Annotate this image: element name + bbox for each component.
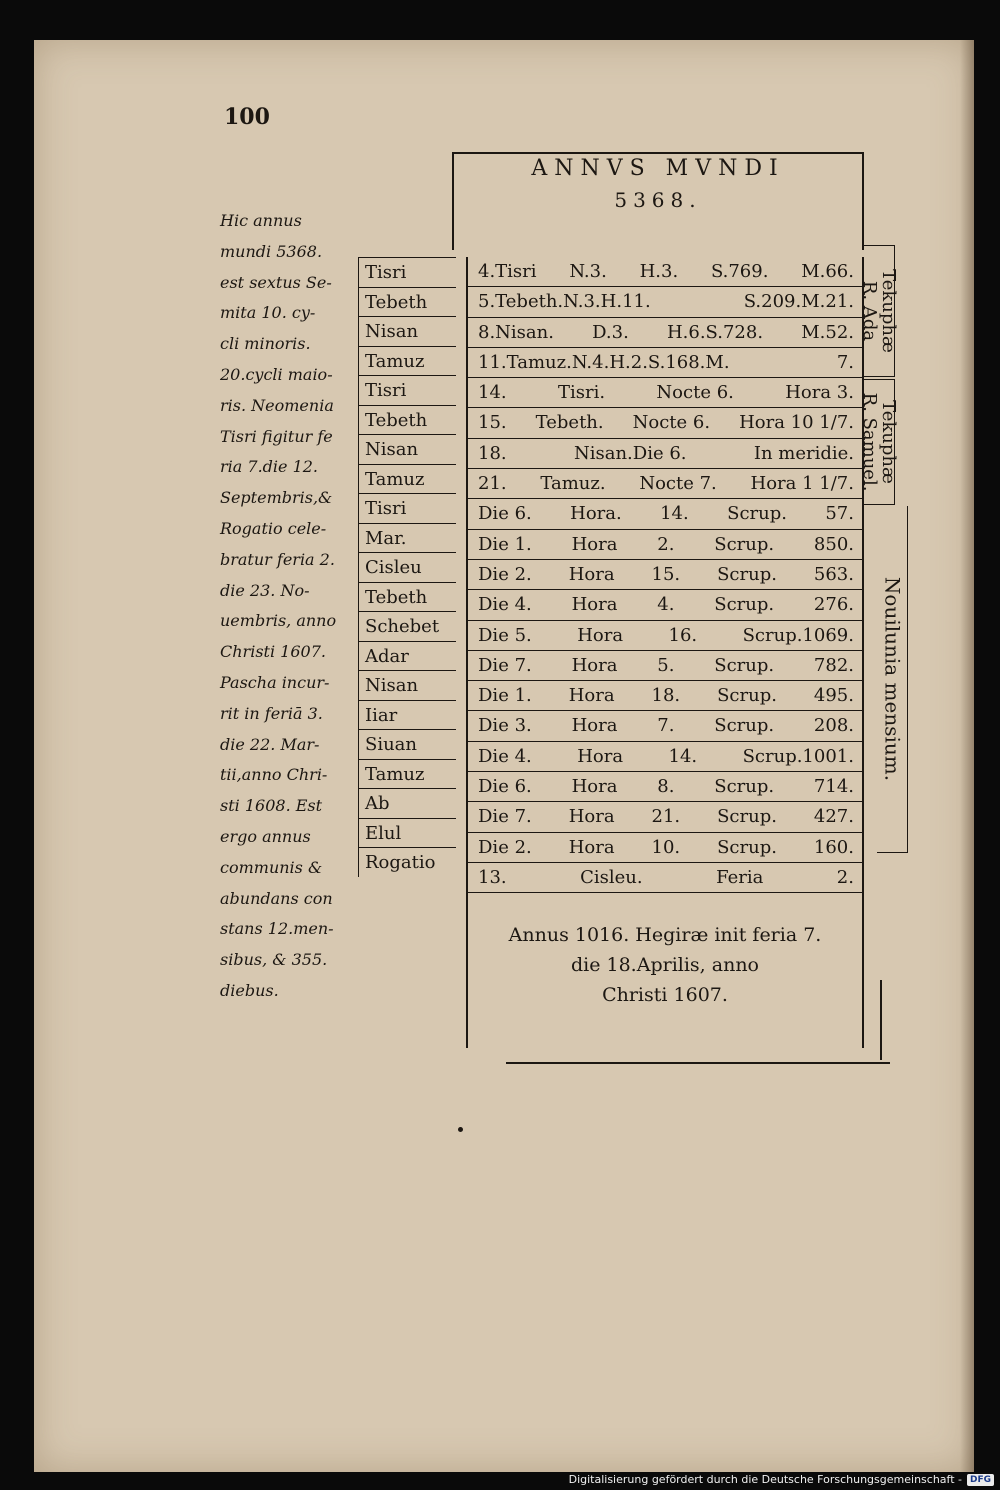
table-cell: 5. — [657, 654, 675, 676]
table-cell: Nocte 6. — [632, 412, 711, 434]
table-cell: Scrup. — [717, 806, 777, 828]
table-row — [468, 408, 862, 438]
table-cell: Die 5. — [478, 624, 532, 646]
margin-note-line: ria 7.die 12. — [220, 457, 319, 477]
table-cell: Die 1. — [478, 685, 532, 707]
table-cell: Nocte 7. — [639, 473, 717, 495]
table-cell: H.3. — [639, 261, 679, 282]
table-cell: 21. — [651, 806, 681, 828]
table-row — [468, 530, 862, 560]
table-cell: Die 7. — [478, 806, 532, 828]
table-cell: Hora 3. — [785, 382, 854, 404]
hegira-note — [468, 920, 862, 1010]
margin-note-line: sti 1608. Est — [220, 796, 323, 816]
table-row — [468, 772, 862, 802]
table-cell: 4.Tisri — [478, 261, 537, 282]
table-cell: Hora. — [570, 503, 622, 525]
table-cell: 850. — [813, 533, 854, 555]
margin-note-line: Rogatio cele- — [220, 518, 327, 538]
table-cell: Scrup. — [714, 533, 775, 555]
margin-note-line: mundi 5368. — [220, 241, 323, 261]
table-cell: Hora — [571, 594, 618, 616]
table-cell: Hora — [571, 654, 618, 676]
table-cell: 160. — [813, 836, 854, 858]
table-cell: Cisleu. — [580, 866, 643, 888]
margin-note-line: ris. Neomenia — [220, 395, 334, 415]
table-cell: Die 3. — [478, 715, 532, 737]
tekupha-ada-line2: R. Ada — [859, 280, 880, 342]
table-cell: M.52. — [801, 321, 854, 343]
table-cell: Hora — [571, 715, 618, 737]
table-cell: Hora 1 1/7. — [750, 473, 854, 495]
margin-note-line: communis & — [220, 857, 323, 877]
table-cell: Tebeth. — [535, 412, 604, 434]
table-row — [468, 378, 862, 408]
tekupha-samuel-line1: Tekuphæ — [878, 400, 899, 484]
table-cell: Scrup.1069. — [742, 624, 854, 646]
tekupha-ada-label — [859, 245, 899, 377]
dfg-logo-icon: DFG — [967, 1474, 994, 1486]
table-cell: 7. — [657, 715, 675, 737]
margin-note-line: uembris, anno — [220, 611, 337, 631]
margin-note-line: bratur feria 2. — [220, 549, 335, 569]
table-cell: Hora — [568, 685, 615, 707]
hegira-box — [466, 888, 864, 1048]
table-cell: Hora 10 1/7. — [739, 412, 854, 434]
table-cell: Hora — [571, 776, 618, 798]
table-cell: 782. — [813, 654, 854, 676]
table-cell: Scrup. — [714, 594, 775, 616]
table-cell: Scrup. — [727, 503, 787, 525]
margin-note-line: stans 12.men- — [220, 919, 334, 939]
table-row — [468, 257, 862, 287]
table-row — [468, 621, 862, 651]
table-cell: 16. — [668, 624, 698, 646]
ink-mark — [458, 1127, 463, 1132]
table-cell: Tamuz. — [540, 473, 606, 495]
table-cell: 57. — [825, 503, 854, 525]
footer-text: Digitalisierung gefördert durch die Deutsche Forschungsgemeinschaft - — [568, 1473, 962, 1486]
hegira-line: die 18.Aprilis, anno — [570, 954, 759, 976]
month-cell: Tamuz — [358, 464, 456, 494]
hegira-line: Annus 1016. Hegiræ init feria 7. — [508, 924, 822, 946]
month-cell: Tisri — [358, 257, 456, 287]
table-row — [468, 802, 862, 832]
table-row — [468, 651, 862, 681]
table-row — [468, 348, 862, 378]
table-cell: Scrup. — [717, 563, 777, 585]
table-cell: 13. — [478, 866, 507, 888]
table-cell: 495. — [813, 685, 854, 707]
margin-note-line: Christi 1607. — [220, 642, 326, 662]
table-cell: 276. — [813, 594, 854, 616]
table-cell: 7. — [836, 351, 854, 373]
table-header — [452, 152, 864, 250]
table-row — [468, 469, 862, 499]
table-cell: Feria — [716, 866, 764, 888]
table-cell: S.769. — [710, 261, 769, 282]
margin-note-line: ergo annus — [220, 826, 311, 846]
month-cell: Iiar — [358, 700, 456, 730]
table-row — [468, 287, 862, 317]
margin-note-line: tii,anno Chri- — [220, 765, 328, 785]
margin-note-line: diebus. — [220, 980, 279, 1000]
table-cell: 4. — [657, 594, 675, 616]
month-cell: Tamuz — [358, 759, 456, 789]
margin-note-line: est sextus Se- — [220, 272, 332, 292]
table-cell: Scrup.1001. — [742, 745, 854, 767]
table-row — [468, 318, 862, 348]
table-cell: Die 2. — [478, 563, 532, 585]
table-cell: Scrup. — [717, 836, 777, 858]
table-cell: M.66. — [801, 261, 854, 282]
table-cell: Die 7. — [478, 654, 532, 676]
table-year: 5368. — [614, 188, 702, 212]
table-row — [468, 560, 862, 590]
table-cell: D.3. — [592, 321, 629, 343]
table-cell: 208. — [813, 715, 854, 737]
table-title: ANNVS MVNDI — [531, 156, 785, 181]
table-cell: Scrup. — [717, 685, 777, 707]
table-cell: Die 6. — [478, 776, 532, 798]
month-cell: Ab — [358, 788, 456, 818]
bottom-rule — [506, 1062, 890, 1064]
table-cell: H.6.S.728. — [666, 321, 764, 343]
table-cell: 8.Nisan. — [478, 321, 554, 343]
table-cell: N.3. — [569, 261, 607, 282]
month-cell: Tisri — [358, 375, 456, 405]
table-cell: Nocte 6. — [656, 382, 734, 404]
table-cell: 2. — [657, 533, 675, 555]
nouilunia-label — [877, 506, 908, 853]
table-cell: S.209.M.21. — [743, 291, 854, 313]
margin-note-line: rit in feriā 3. — [220, 703, 323, 723]
margin-note-line: Hic annus — [220, 211, 302, 230]
table-cell: Hora — [568, 806, 615, 828]
nouilunia-text: Nouilunia mensium. — [880, 576, 905, 782]
margin-note-line: 20.cycli maio- — [220, 364, 333, 384]
table-cell: 15. — [651, 563, 681, 585]
table-cell: 563. — [813, 563, 854, 585]
table-cell: Scrup. — [714, 715, 775, 737]
margin-note-line: die 22. Mar- — [220, 734, 320, 754]
margin-note-line: mita 10. cy- — [220, 303, 316, 323]
month-cell: Schebet — [358, 611, 456, 641]
month-cell: Siuan — [358, 729, 456, 759]
table-cell: 21. — [478, 473, 507, 495]
month-cell: Elul — [358, 818, 456, 848]
digitization-footer — [569, 1473, 994, 1486]
table-cell: 18. — [478, 442, 507, 464]
margin-note-line: Septembris,& — [220, 488, 333, 508]
margin-note-line: Tisri figitur fe — [220, 426, 333, 446]
table-cell: 18. — [651, 685, 681, 707]
table-cell: Tisri. — [557, 382, 606, 404]
table-row — [468, 742, 862, 772]
table-cell: 14. — [668, 745, 698, 767]
month-cell: Nisan — [358, 670, 456, 700]
table-row — [468, 833, 862, 863]
margin-note-line: Pascha incur- — [220, 672, 330, 692]
table-cell: Scrup. — [714, 776, 775, 798]
table-cell: 8. — [657, 776, 675, 798]
month-cell: Tebeth — [358, 582, 456, 612]
data-column — [466, 257, 864, 893]
table-cell: Hora — [571, 533, 618, 555]
table-row — [468, 590, 862, 620]
table-cell: 10. — [651, 836, 681, 858]
table-cell: 11.Tamuz.N.4.H.2.S.168.M. — [478, 351, 730, 373]
tekupha-ada-line1: Tekuphæ — [878, 269, 899, 353]
month-cell: Tebeth — [358, 405, 456, 435]
table-cell: Nisan.Die 6. — [573, 442, 687, 464]
table-cell: 714. — [813, 776, 854, 798]
month-cell: Nisan — [358, 434, 456, 464]
table-row — [468, 499, 862, 529]
table-cell: 5.Tebeth.N.3.H.11. — [478, 291, 651, 313]
right-rule — [880, 980, 882, 1060]
month-column — [358, 257, 456, 877]
table-cell: 14. — [660, 503, 689, 525]
hegira-line: Christi 1607. — [602, 984, 728, 1006]
margin-note-line: sibus, & 355. — [220, 950, 328, 970]
month-cell: Cisleu — [358, 552, 456, 582]
month-cell: Nisan — [358, 316, 456, 346]
month-cell: Tebeth — [358, 287, 456, 317]
table-cell: Hora — [577, 624, 624, 646]
margin-note-line: die 23. No- — [220, 580, 310, 600]
table-cell: Scrup. — [714, 654, 775, 676]
margin-note-line: abundans con — [220, 888, 333, 908]
margin-note-line: cli minoris. — [220, 334, 311, 354]
page-number: 100 — [224, 104, 270, 130]
table-cell: In meridie. — [753, 442, 854, 464]
table-cell: Die 4. — [478, 745, 532, 767]
table-cell: Hora — [577, 745, 624, 767]
table-cell: Die 6. — [478, 503, 532, 525]
table-cell: Die 4. — [478, 594, 532, 616]
table-cell: 2. — [836, 866, 854, 888]
table-cell: 427. — [813, 806, 854, 828]
table-cell: 14. — [478, 382, 507, 404]
table-cell: Hora — [568, 836, 615, 858]
table-cell: Die 2. — [478, 836, 532, 858]
month-cell: Tisri — [358, 493, 456, 523]
table-cell: Hora — [568, 563, 615, 585]
table-cell: 15. — [478, 412, 507, 434]
table-row — [468, 439, 862, 469]
table-row — [468, 711, 862, 741]
table-row — [468, 681, 862, 711]
table-cell: Die 1. — [478, 533, 532, 555]
month-cell: Adar — [358, 641, 456, 671]
tekupha-samuel-line2: R. Samuel. — [859, 392, 880, 492]
month-cell: Mar. — [358, 523, 456, 553]
month-cell: Tamuz — [358, 346, 456, 376]
tekupha-samuel-label — [859, 379, 899, 505]
month-cell: Rogatio — [358, 847, 456, 877]
